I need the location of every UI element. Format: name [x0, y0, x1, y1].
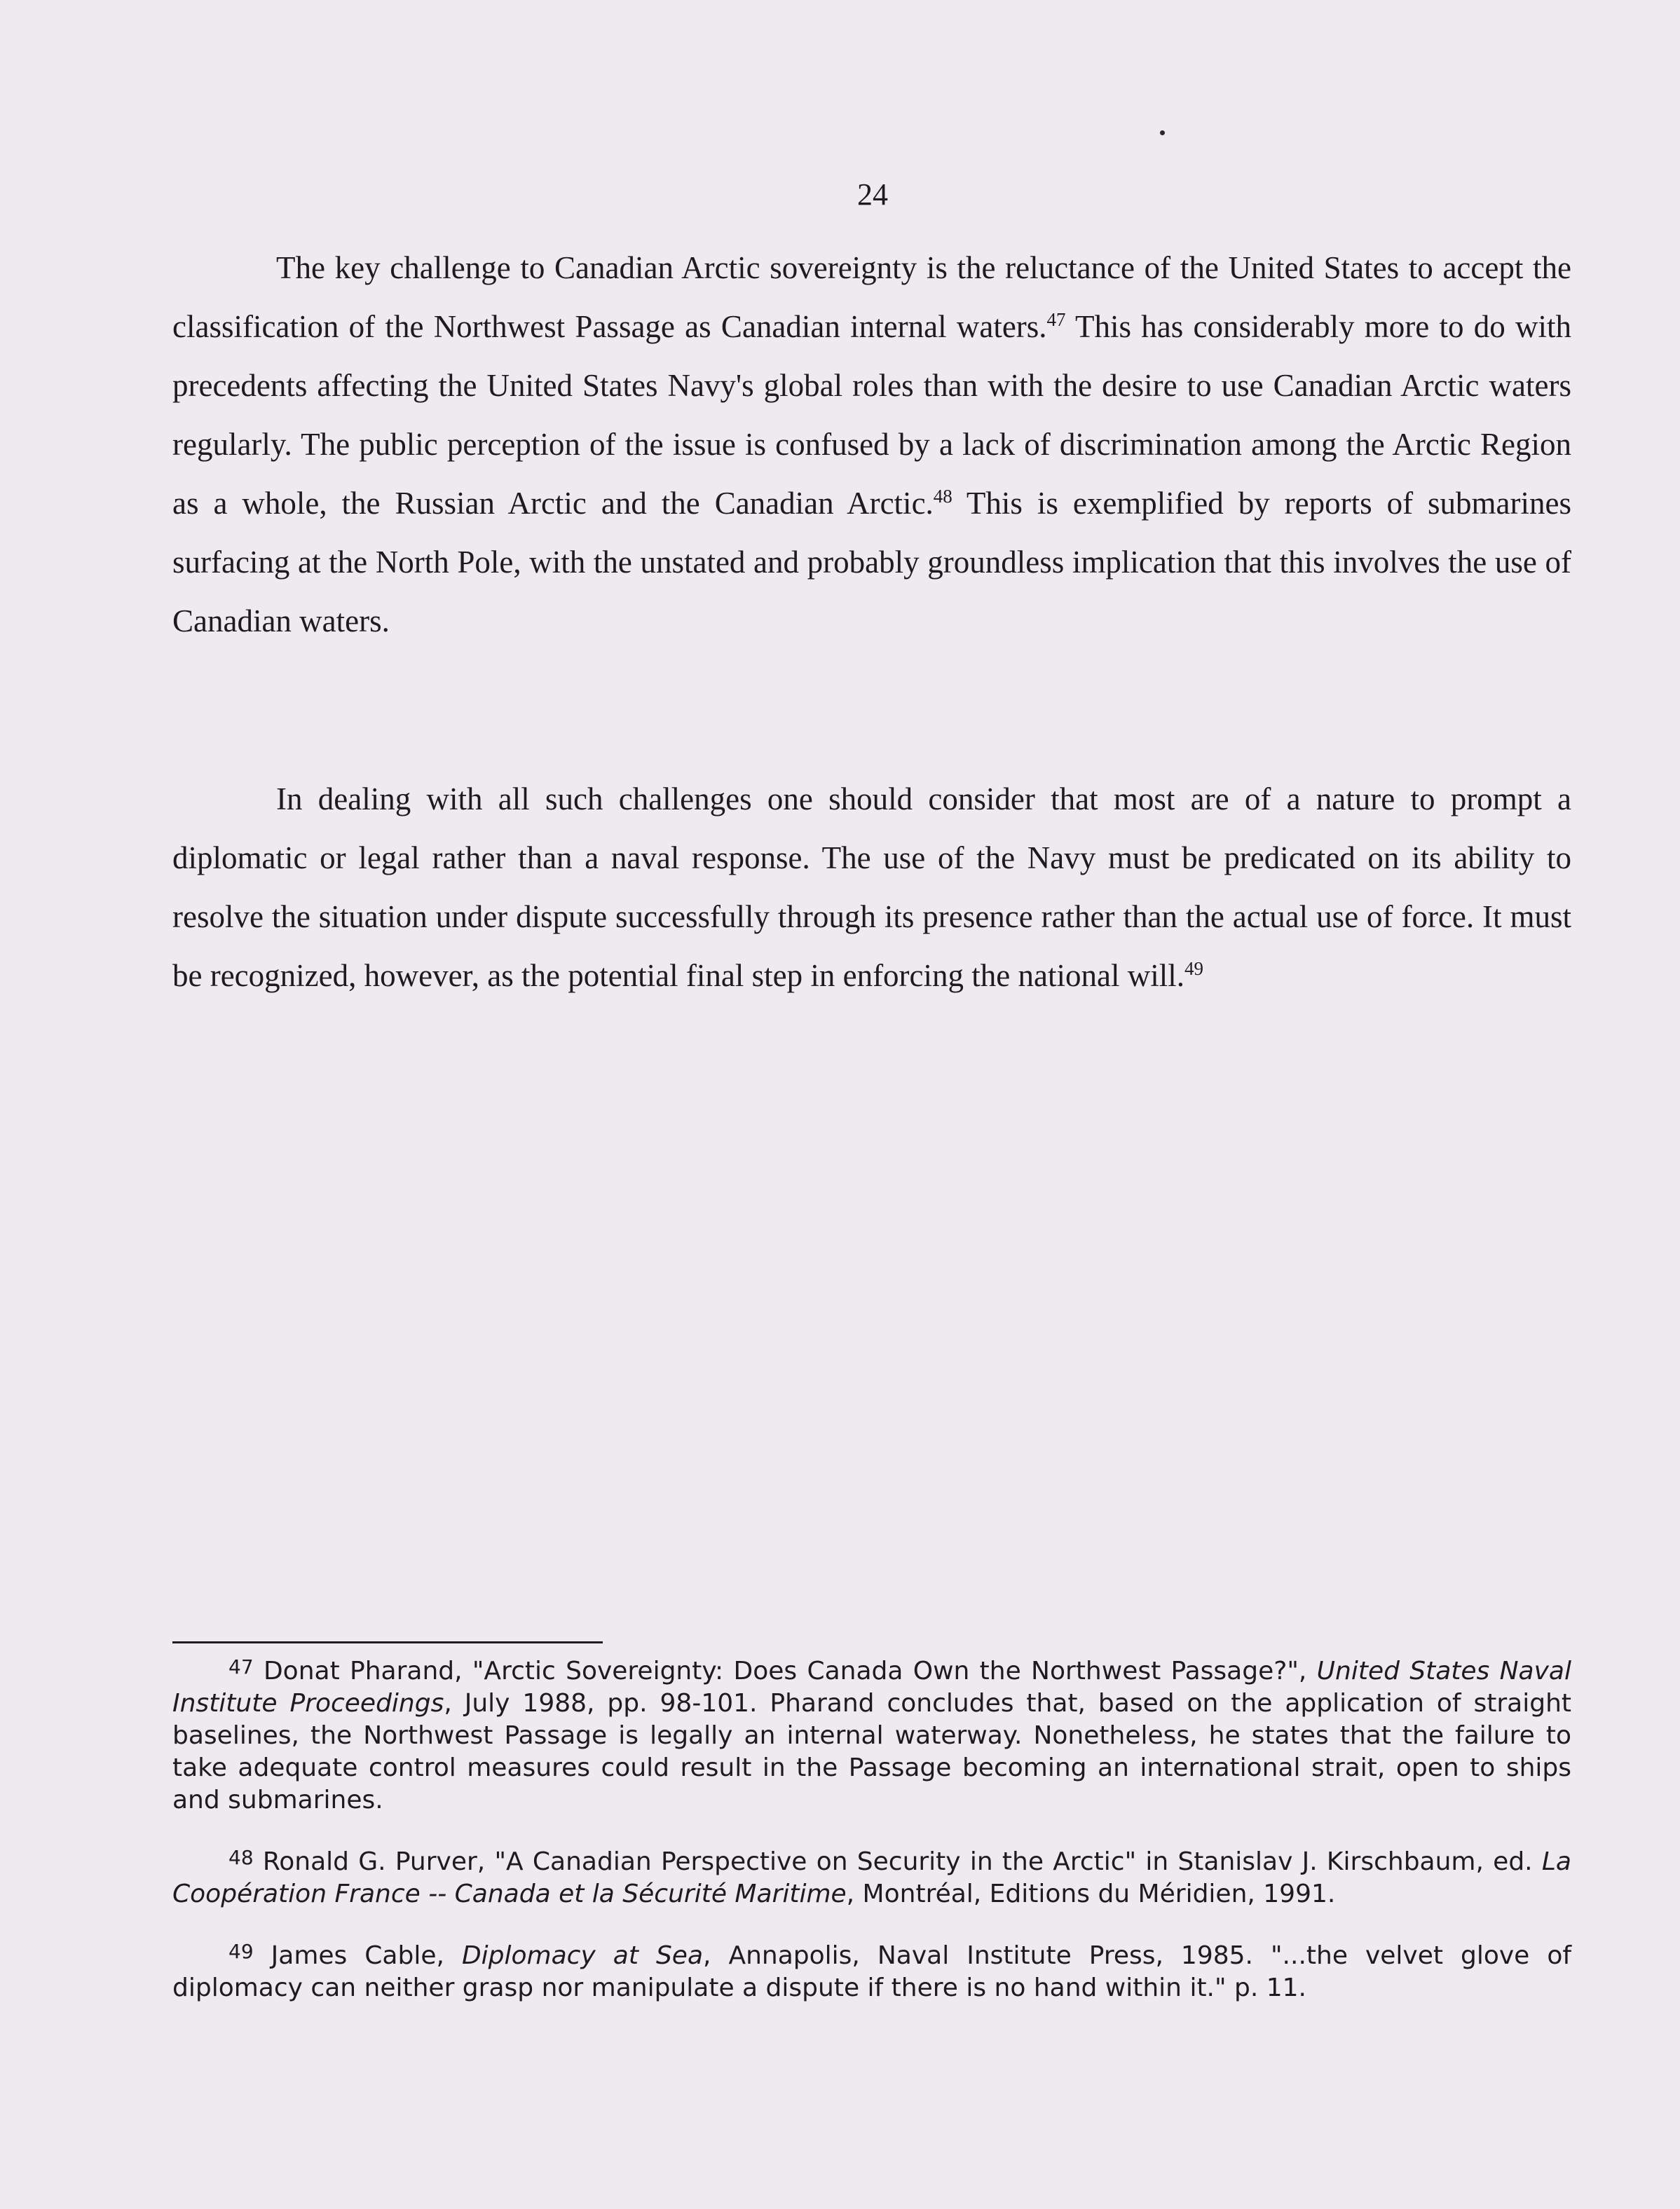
text-run: , Annapolis, Naval Institute Press, 1985. "...the velvet glove of diplomacy can neither grasp nor manipulate a dispute if there is no hand within it." p. 11.	[172, 1941, 1572, 2002]
text-run: Donat Pharand, "Arctic Sovereignty: Does Canada Own the Northwest Passage?",	[253, 1657, 1317, 1685]
footnote-reference: 47	[1046, 309, 1066, 330]
italic-title: United States Naval Institute Proceedings	[172, 1657, 1571, 1718]
text-run: James Cable,	[253, 1941, 462, 1970]
text-run: This has considerably more to do with precedents affecting the United States Navy's global roles than with the desire to use Canadian Arctic waters regularly. The public perception of the issue is confused by a lack of discrimination among the Arctic Region as a whole, the Russian Arctic and the Canadian Arctic.	[172, 309, 1572, 521]
footnote-reference: 49	[1184, 958, 1203, 979]
footnote-number: 47	[228, 1655, 254, 1678]
footnote	[172, 1846, 1571, 1910]
footnote-reference: 48	[933, 486, 952, 507]
footnote	[172, 1655, 1571, 1817]
body-paragraph-1	[172, 238, 1571, 650]
footnote	[172, 1940, 1571, 2004]
paragraph	[172, 238, 1571, 650]
page-number: 24	[857, 177, 888, 212]
body-paragraph-2	[172, 770, 1571, 1005]
italic-title: La Coopération France -- Canada et la Sécurité Maritime	[172, 1847, 1571, 1908]
ink-speck	[1160, 130, 1165, 135]
text-run: Ronald G. Purver, "A Canadian Perspective on Security in the Arctic" in Stanislav J. Kirschbaum, ed.	[253, 1847, 1542, 1876]
text-run: In dealing with all such challenges one should consider that most are of a nature to prompt a diplomatic or legal rather than a naval response. The use of the Navy must be predicated on its ability to resolve the situation under dispute successfully through its presence rather than the actual use of force. It must be recognized, however, as the potential final step in enforcing the national will.	[172, 781, 1571, 993]
footnote-separator	[172, 1641, 603, 1643]
text-run: This is exemplified by reports of submarines surfacing at the North Pole, with the unstated and probably groundless implication that this involves the use of Canadian waters.	[172, 486, 1571, 638]
text-run: , July 1988, pp. 98-101. Pharand concludes that, based on the application of straight baselines, the Northwest Passage is legally an internal waterway. Nonetheless, he states that the failure to take adequate control measures could result in the Passage becoming an international strait, open to ships and submarines.	[172, 1689, 1571, 1814]
text-run: The key challenge to Canadian Arctic sovereignty is the reluctance of the United States to accept the classification of the Northwest Passage as Canadian internal waters.	[172, 250, 1571, 344]
text-run: , Montréal, Editions du Méridien, 1991.	[846, 1880, 1336, 1908]
footnote-number: 49	[228, 1940, 254, 1963]
footnotes	[172, 1655, 1571, 2034]
footnote-number: 48	[228, 1846, 254, 1869]
paragraph	[172, 770, 1571, 1005]
italic-title: Diplomacy at Sea	[461, 1941, 704, 1970]
